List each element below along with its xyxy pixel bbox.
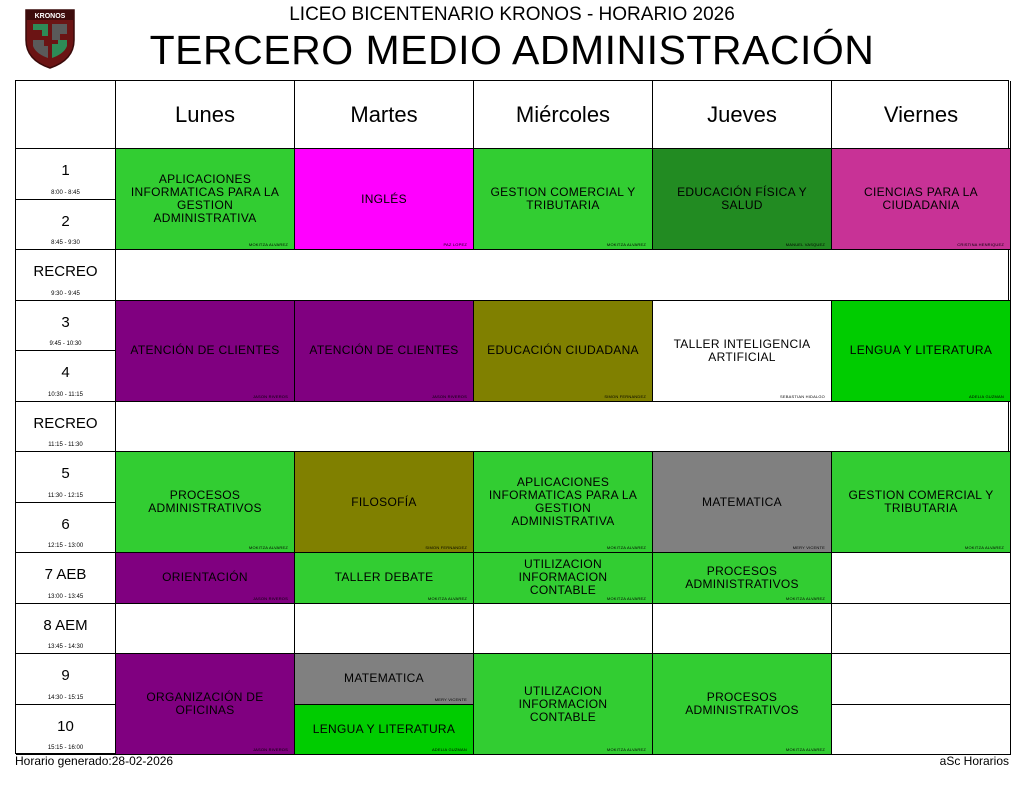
generated-date: Horario generado:28-02-2026 — [15, 754, 174, 768]
class-block[interactable] — [474, 654, 653, 755]
class-block[interactable] — [295, 654, 474, 705]
class-block[interactable] — [653, 149, 832, 250]
class-block[interactable] — [116, 452, 295, 553]
subject-name: UTILIZACION INFORMACION CONTABLE — [518, 557, 608, 598]
timetable-grid — [15, 80, 1009, 754]
class-block[interactable] — [295, 452, 474, 553]
period-label: 5 — [61, 465, 70, 482]
subject-name: INGLÉS — [361, 191, 407, 206]
teacher-name: MOKITZA ALVAREZ — [606, 242, 646, 247]
teacher-name: MOKITZA ALVAREZ — [785, 747, 825, 752]
period-header — [16, 402, 116, 453]
subject-name: APLICACIONES INFORMATICAS PARA LA GESTION ADMINISTRATIVA — [488, 475, 638, 528]
period-header — [16, 553, 116, 604]
teacher-name: MOKITZA ALVAREZ — [964, 545, 1004, 550]
class-block[interactable] — [653, 553, 832, 604]
class-block[interactable] — [116, 149, 295, 250]
empty-cell — [295, 604, 474, 655]
day-header-2: Miércoles — [474, 81, 653, 149]
period-label: 8 AEM — [43, 616, 88, 634]
period-time: 13:45 - 14:30 — [47, 644, 84, 650]
period-time: 11:30 - 12:15 — [48, 492, 83, 499]
subject-name: LENGUA Y LITERATURA — [312, 721, 456, 736]
teacher-name: JASON RIVEROS — [252, 393, 288, 399]
class-block[interactable] — [653, 654, 832, 755]
period-time: 11:15 - 11:30 — [48, 442, 83, 448]
subject-name: PROCESOS ADMINISTRATIVOS — [148, 488, 262, 515]
period-header — [16, 351, 116, 402]
teacher-name: MOKITZA ALVAREZ — [606, 545, 646, 550]
class-block[interactable] — [295, 149, 474, 250]
teacher-name: CRISTINA HENRIQUEZ — [957, 242, 1004, 247]
period-label: RECREO — [33, 414, 98, 432]
period-label: 4 — [61, 364, 70, 381]
subject-name: PROCESOS ADMINISTRATIVOS — [685, 563, 799, 591]
day-header-3: Jueves — [653, 81, 832, 149]
class-block[interactable] — [474, 553, 653, 604]
teacher-name: MANUEL VASQUEZ — [785, 242, 825, 247]
class-block[interactable] — [116, 301, 295, 402]
teacher-name: SIMON FERNANDEZ — [604, 393, 646, 399]
teacher-name: JASON RIVEROS — [431, 393, 467, 399]
subject-name: TALLER INTELIGENCIA ARTIFICIAL — [673, 336, 811, 364]
class-block[interactable] — [474, 452, 653, 553]
subject-name: PROCESOS ADMINISTRATIVOS — [685, 690, 799, 717]
subject-name: GESTION COMERCIAL Y TRIBUTARIA — [490, 185, 636, 212]
period-header — [16, 250, 116, 301]
break-row — [116, 402, 1011, 453]
class-block[interactable] — [116, 654, 295, 755]
teacher-name: SEBASTIAN HIDALGO — [780, 393, 825, 399]
period-time: 15:15 - 16:00 — [47, 745, 84, 751]
teacher-name: ADELIA GUZMAN — [968, 393, 1004, 399]
period-time: 12:15 - 13:00 — [47, 543, 84, 549]
teacher-name: MOKITZA ALVAREZ — [606, 747, 646, 752]
period-header — [16, 200, 116, 251]
class-block[interactable] — [295, 705, 474, 756]
day-header-1: Martes — [295, 81, 474, 149]
period-label: 2 — [61, 212, 70, 230]
teacher-name: MOKITZA ALVAREZ — [606, 595, 646, 601]
empty-cell — [832, 553, 1011, 604]
teacher-name: JASON RIVEROS — [252, 595, 288, 601]
period-header — [16, 604, 116, 655]
period-label: 9 — [61, 667, 70, 684]
class-block[interactable] — [474, 149, 653, 250]
corner-cell — [16, 81, 116, 149]
subject-name: EDUCACIÓN CIUDADANA — [487, 343, 639, 357]
empty-cell — [653, 604, 832, 655]
subject-name: ATENCIÓN DE CLIENTES — [130, 343, 280, 357]
period-label: 10 — [57, 717, 74, 735]
period-label: 3 — [61, 313, 70, 331]
subject-name: ATENCIÓN DE CLIENTES — [309, 343, 459, 357]
period-time: 8:45 - 9:30 — [51, 240, 80, 246]
period-header — [16, 503, 116, 554]
subject-name: GESTION COMERCIAL Y TRIBUTARIA — [848, 488, 994, 515]
period-time: 13:00 - 13:45 — [47, 593, 84, 600]
class-block[interactable] — [832, 301, 1011, 402]
class-block[interactable] — [295, 301, 474, 402]
teacher-name: SIMON FERNANDEZ — [425, 545, 467, 550]
teacher-name: MOKITZA ALVAREZ — [785, 595, 825, 601]
period-header — [16, 149, 116, 200]
empty-cell — [116, 604, 295, 655]
subject-name: LENGUA Y LITERATURA — [849, 343, 993, 357]
period-time: 8:00 - 8:45 — [51, 189, 80, 196]
period-header — [16, 654, 116, 705]
period-label: RECREO — [33, 263, 98, 280]
teacher-name: MERY VICENTE — [792, 545, 825, 550]
class-block[interactable] — [295, 553, 474, 604]
day-header-4: Viernes — [832, 81, 1011, 149]
period-time: 10:30 - 11:15 — [48, 391, 83, 398]
teacher-name: MOKITZA ALVAREZ — [427, 595, 467, 601]
period-label: 6 — [61, 515, 70, 533]
subject-name: TALLER DEBATE — [334, 570, 434, 585]
class-block[interactable] — [832, 149, 1011, 250]
break-row — [116, 250, 1011, 301]
subject-name: CIENCIAS PARA LA CIUDADANIA — [864, 185, 978, 212]
class-block[interactable] — [832, 452, 1011, 553]
day-header-0: Lunes — [116, 81, 295, 149]
period-label: 1 — [61, 162, 70, 179]
class-block[interactable] — [653, 452, 832, 553]
page-title: TERCERO MEDIO ADMINISTRACIÓN — [149, 27, 875, 73]
footer-brand: aSc Horarios — [939, 754, 1009, 768]
class-block[interactable] — [653, 301, 832, 402]
subject-name: MATEMATICA — [702, 494, 782, 509]
period-time: 9:45 - 10:30 — [49, 341, 82, 347]
teacher-name: MOKITZA ALVAREZ — [248, 242, 288, 247]
teacher-name: JASON RIVEROS — [252, 747, 288, 752]
subject-name: ORGANIZACIÓN DE OFICINAS — [146, 690, 264, 717]
subject-name: UTILIZACION INFORMACION CONTABLE — [518, 683, 608, 724]
subject-name: FILOSOFÍA — [351, 494, 417, 509]
teacher-name: MERY VICENTE — [434, 696, 467, 702]
empty-cell — [832, 705, 1011, 756]
empty-cell — [832, 604, 1011, 655]
teacher-name: ADELIA GUZMAN — [431, 747, 467, 752]
period-header — [16, 301, 116, 352]
empty-cell — [474, 604, 653, 655]
period-time: 9:30 - 9:45 — [51, 290, 80, 297]
class-block[interactable] — [474, 301, 653, 402]
logo-text: KRONOS — [34, 13, 66, 20]
teacher-name: MOKITZA ALVAREZ — [248, 545, 288, 550]
class-block[interactable] — [116, 553, 295, 604]
period-label: 7 AEB — [44, 566, 87, 583]
subject-name: APLICACIONES INFORMATICAS PARA LA GESTION ADMINISTRATIVA — [130, 172, 280, 225]
teacher-name: PAZ LOPEZ — [443, 242, 467, 247]
period-header — [16, 452, 116, 503]
empty-cell — [832, 654, 1011, 705]
period-time: 14:30 - 15:15 — [47, 694, 84, 701]
subject-name: MATEMATICA — [344, 671, 424, 686]
period-header — [16, 705, 116, 756]
school-name: LICEO BICENTENARIO KRONOS - HORARIO 2026 — [289, 4, 735, 25]
subject-name: ORIENTACIÓN — [162, 570, 248, 585]
subject-name: EDUCACIÓN FÍSICA Y SALUD — [677, 185, 807, 212]
